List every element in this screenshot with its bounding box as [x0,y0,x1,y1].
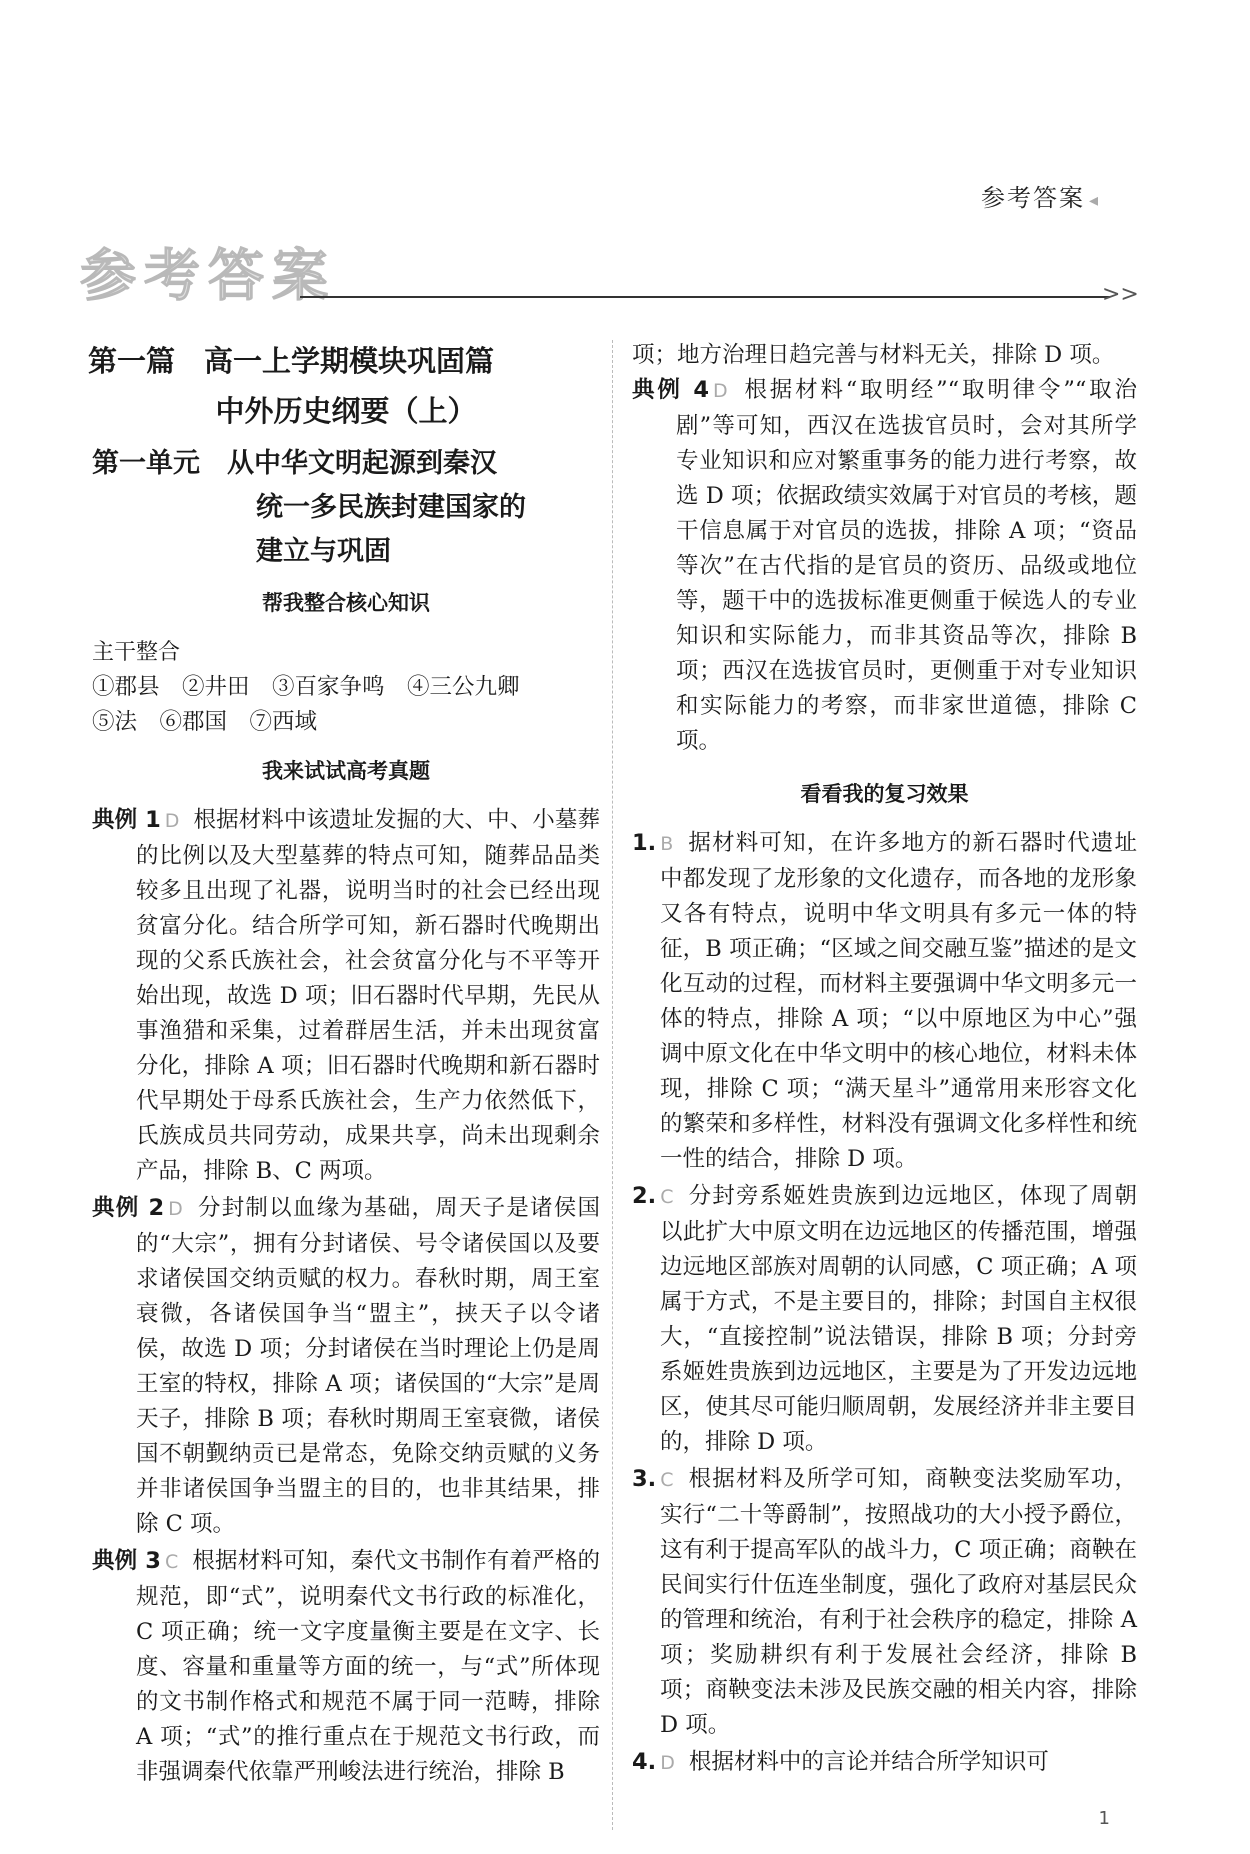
item-text: 分封旁系姬姓贵族到边远地区，体现了周朝以此扩大中原文明在边远地区的传播范围，增强边远地区部族对周朝的认同感，C 项正确；A 项属于方式，不是主要目的，排除；封国自主权很大，“直接控制”说法错误，排除 B 项；分封旁系姬姓贵族到边远地区，主要是为了开发边远地区，使其尽可能归顺周朝，发展经济并非主要目的，排除 D 项。 [660,1183,1137,1455]
example-answer: D [713,380,728,402]
answer-line-2: ⑤法 ⑥郡国 ⑦西域 [92,709,318,735]
review-item-2 [632,1179,1137,1460]
unit-title-line2: 统一多民族封建国家的 [256,492,526,523]
page-number: 1 [1098,1808,1110,1829]
section-title-exam: 我来试试高考真题 [262,759,430,783]
item-number: 3. [632,1466,657,1492]
answer-line-1: ①郡县 ②井田 ③百家争鸣 ④三公九卿 [92,674,520,700]
banner-rule [300,296,1110,298]
unit-title-line1: 第一单元 从中华文明起源到秦汉 [92,448,497,479]
item-number: 4. [632,1749,657,1775]
double-chevron-icon: >> [1102,282,1139,307]
review-item-1 [632,826,1137,1177]
example-text: 分封制以血缘为基础，周天子是诸侯国的“大宗”，拥有分封诸侯、号令诸侯国以及要求诸侯国交纳贡赋的权力。春秋时期，周王室衰微，各诸侯国争当“盟主”，挟天子以令诸侯，故选 D 项；分封诸侯在当时理论上仍是周王室的特权，排除 A 项；诸侯国的“大宗”是周天子，排除 B 项；春秋时期周王室衰微，诸侯国不朝觐纳贡已是常态，免除交纳贡赋的义务并非诸侯国争当盟主的目的，也非其结果，排除 C 项。 [136,1195,600,1537]
example-2 [92,1191,600,1542]
running-header-label: 参考答案 [980,184,1085,212]
example-1 [92,803,600,1189]
review-item-4 [632,1745,1137,1781]
example-tag: 典例 4 [632,377,709,403]
example-tag: 典例 3 [92,1548,161,1574]
section-title-review: 看看我的复习效果 [800,782,969,806]
item-answer: C [660,1469,674,1491]
item-answer: D [660,1752,675,1774]
review-item-3 [632,1462,1137,1743]
book-title: 中外历史纲要（上） [215,394,477,428]
example-text: 根据材料中该遗址发掘的大、中、小墓葬的比例以及大型墓葬的特点可知，随葬品品类较多且出现了礼器，说明当时的社会已经出现贫富分化。结合所学可知，新石器时代晚期出现的父系氏族社会，社会贫富分化与不平等开始出现，故选 D 项；旧石器时代早期，先民从事渔猎和采集，过着群居生活，并未出现贫富分化，排除 A 项；旧石器时代晚期和新石器时代早期处于母系氏族社会，生产力依然低下，氏族成员共同劳动，成果共享，尚未出现剩余产品，排除 B、C 两项。 [136,807,600,1184]
item-number: 1. [632,830,657,856]
section-title-core: 帮我整合核心知识 [262,591,430,615]
example-answer: D [164,810,180,832]
running-header [981,178,1100,213]
column-divider [612,340,613,1830]
example-answer: C [164,1551,179,1573]
section-banner-title: 参考答案 [80,244,336,309]
part-title: 第一篇 高一上学期模块巩固篇 [88,344,495,378]
item-answer: B [660,833,674,855]
example-text: 根据材料可知，秦代文书制作有着严格的规范，即“式”，说明秦代文书行政的标准化，C 项正确；统一文字度量衡主要是在文字、长度、容量和重量等方面的统一，与“式”所体现的文书制作格式和规范不属于同一范畴，排除 A 项；“式”的推行重点在于规范文书行政，而非强调秦代依靠严刑峻法进行统治，排除 B [136,1548,600,1785]
item-text: 据材料可知，在许多地方的新石器时代遗址中都发现了龙形象的文化遗存，而各地的龙形象又各有特点，说明中华文明具有多元一体的特征，B 项正确；“区域之间交融互鉴”描述的是文化互动的过程，而材料主要强调中华文明多元一体的特点，排除 A 项；“以中原地区为中心”强调中原文化在中华文明中的核心地位，材料未体现，排除 C 项；“满天星斗”通常用来形容文化的繁荣和多样性，材料没有强调文化多样性和统一性的结合，排除 D 项。 [660,830,1137,1172]
unit-title [92,442,600,574]
main-integration-label: 主干整合 [92,640,181,665]
continued-text: 项；地方治理日趋完善与材料无关，排除 D 项。 [632,342,1115,368]
example-answer: D [168,1198,183,1220]
item-text: 根据材料及所学可知，商鞅变法奖励军功，实行“二十等爵制”，按照战功的大小授予爵位，这有利于提高军队的战斗力，C 项正确；商鞅在民间实行什伍连坐制度，强化了政府对基层民众的管理和统治，有利于社会秩序的稳定，排除 A 项；奖励耕织有利于发展社会经济，排除 B 项；商鞅变法未涉及民族交融的相关内容，排除 D 项。 [660,1466,1137,1738]
item-text: 根据材料中的言论并结合所学知识可 [688,1749,1049,1775]
example-3 [92,1544,600,1790]
example-tag: 典例 2 [92,1195,165,1221]
triangle-icon: ◂ [1088,190,1100,211]
item-answer: C [660,1186,674,1208]
right-column [632,338,1137,1783]
unit-title-line3: 建立与巩固 [256,536,391,567]
example-text: 根据材料“取明经”“取明律令”“取治剧”等可知，西汉在选拔官员时，会对其所学专业知识和应对繁重事务的能力进行考察，故选 D 项；依据政绩实效属于对官员的考核，题干信息属于对官员的选拔，排除 A 项；“资品等次”在古代指的是官员的资历、品级或地位等，题干中的选拔标准更侧重于候选人的专业知识和实际能力，而非其资品等次，排除 B 项；西汉在选拔官员时，更侧重于对专业知识和实际能力的考察，而非家世道德，排除 C 项。 [676,377,1137,754]
left-column [88,338,600,1792]
example-tag: 典例 1 [92,807,161,833]
example-4 [632,373,1137,759]
item-number: 2. [632,1183,657,1209]
